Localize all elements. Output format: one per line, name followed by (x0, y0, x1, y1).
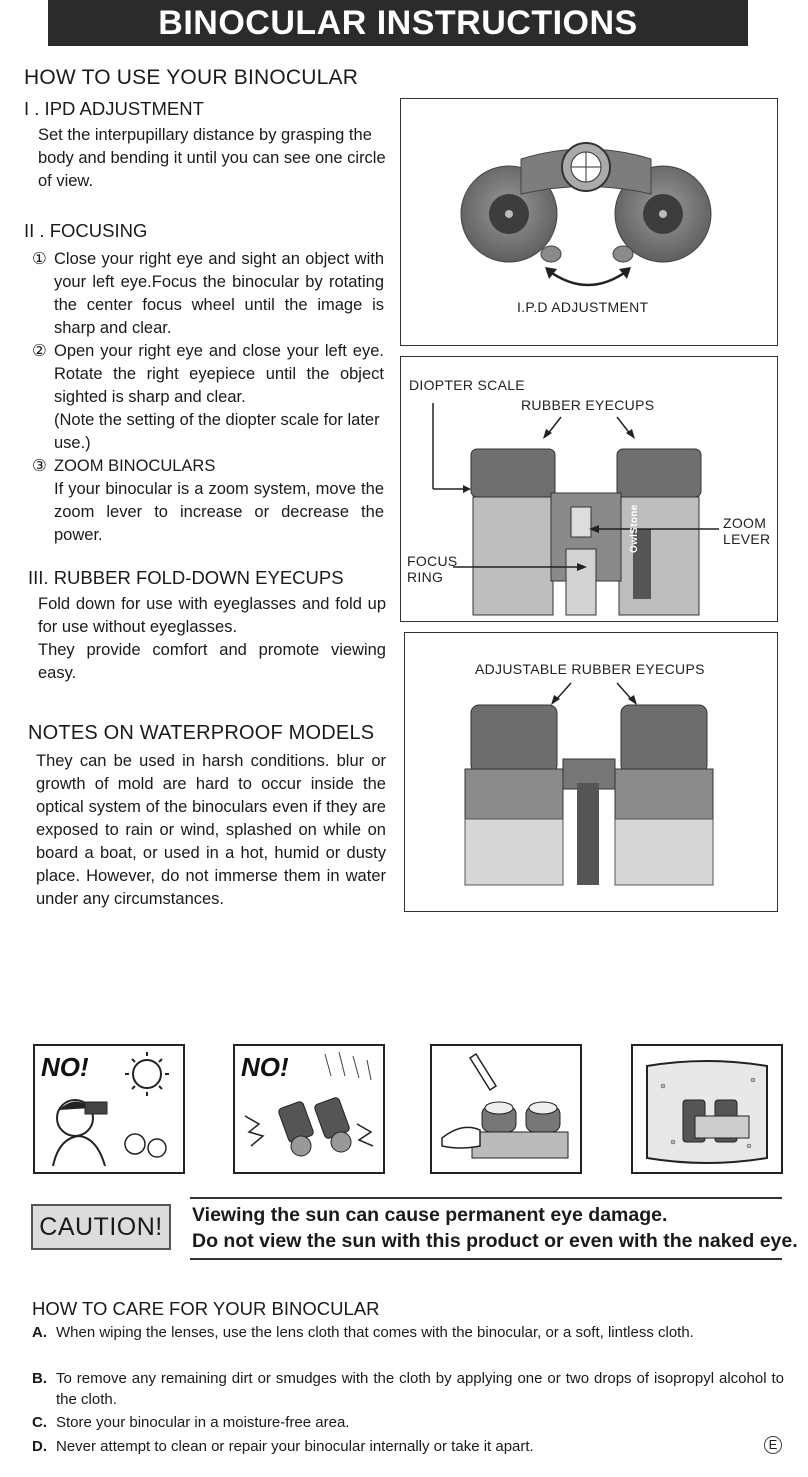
caution-line-1: Viewing the sun can cause permanent eye damage. (192, 1204, 668, 1226)
use-heading: HOW TO USE YOUR BINOCULAR (24, 66, 359, 89)
step-note: (Note the setting of the diopter scale for later use.) (54, 411, 380, 452)
title-banner (48, 0, 748, 46)
care-item-letter: D. (32, 1438, 47, 1455)
person-looking-at-sun-icon (35, 1046, 183, 1172)
caution-line-2: Do not view the sun with this product or even with the naked eye. (192, 1230, 798, 1252)
ipd-heading: I . IPD ADJUSTMENT (24, 98, 204, 119)
step-note: If your binocular is a zoom system, move the zoom lever to increase or decrease the power. (54, 480, 384, 544)
focusing-heading: II . FOCUSING (24, 220, 148, 241)
eyecups-text-1: Fold down for use with eyeglasses and fold up for use without eyeglasses. (38, 595, 386, 636)
caution-bottom-rule (190, 1258, 782, 1260)
dropped-binocular-icon (235, 1046, 383, 1172)
waterproof-text: They can be used in harsh conditions. blur or growth of mold are hard to occur inside the optical system of the binoculars even if they are exposed to rain or wind, splashed on while on board a boat, or used in a hot, humid or dusty place. However, do not immerse them in water under any circumstances. (36, 752, 386, 908)
care-item-text: When wiping the lenses, use the lens cloth that comes with the binocular, or a soft, lintless cloth. (56, 1324, 694, 1341)
rubber-eyecups-label: RUBBER EYECUPS (521, 397, 655, 413)
eyecups-figure (404, 632, 778, 912)
adjustable-eyecups-label: ADJUSTABLE RUBBER EYECUPS (475, 661, 705, 677)
step-text: Close your right eye and sight an object with your left eye.Focus the binocular by rotating the center focus wheel until the image is sharp and clear. (54, 250, 384, 337)
brand-logo: OwlStone (629, 504, 640, 553)
care-item-d (32, 1436, 752, 1457)
zoom-lever-label-1: ZOOM (723, 515, 767, 531)
care-item-letter: B. (32, 1370, 47, 1387)
warning-sun-illustration (33, 1044, 185, 1174)
diopter-scale-label: DIOPTER SCALE (409, 377, 525, 393)
step-number: ③ (32, 457, 47, 475)
focus-ring-label-1: FOCUS (407, 553, 458, 569)
step-number: ② (32, 342, 47, 360)
step-text: ZOOM BINOCULARS (54, 457, 216, 475)
focus-figure (400, 356, 778, 622)
eyecups-heading: III. RUBBER FOLD-DOWN EYECUPS (28, 567, 344, 588)
storage-illustration (631, 1044, 783, 1174)
care-item-text: Store your binocular in a moisture-free area. (56, 1414, 350, 1431)
focus-step-2 (32, 340, 384, 455)
care-item-text: To remove any remaining dirt or smudges with the cloth by applying one or two drops of isopropyl alcohol to the cloth. (56, 1370, 784, 1408)
focus-ring-label-2: RING (407, 569, 444, 585)
care-item-a (32, 1322, 784, 1343)
ipd-label: I.P.D ADJUSTMENT (517, 299, 649, 315)
focusing-steps (32, 248, 384, 547)
caution-badge: CAUTION! (31, 1204, 171, 1250)
e-mark-icon: E (764, 1436, 782, 1454)
care-item-text: Never attempt to clean or repair your binocular internally or take it apart. (56, 1438, 534, 1455)
cleaning-lens-icon (432, 1046, 580, 1172)
step-text: Open your right eye and close your left eye. Rotate the right eyepiece until the object sighted is sharp and clear. (54, 342, 384, 406)
page-title: BINOCULAR INSTRUCTIONS (158, 4, 638, 42)
care-item-c (32, 1412, 784, 1433)
stored-binocular-icon (633, 1046, 781, 1172)
care-item-letter: A. (32, 1324, 47, 1341)
cleaning-illustration (430, 1044, 582, 1174)
caution-top-rule (190, 1197, 782, 1199)
care-item-letter: C. (32, 1414, 47, 1431)
ipd-text: Set the interpupillary distance by grasping the body and bending it until you can see one circle of view. (38, 126, 386, 190)
warning-drop-illustration (233, 1044, 385, 1174)
zoom-lever-label-2: LEVER (723, 531, 771, 547)
ipd-figure (400, 98, 778, 346)
care-heading: HOW TO CARE FOR YOUR BINOCULAR (32, 1298, 380, 1319)
eyecups-text (38, 593, 386, 685)
no-label: NO! (241, 1052, 289, 1082)
care-item-b (32, 1368, 784, 1410)
waterproof-heading: NOTES ON WATERPROOF MODELS (28, 722, 375, 744)
focus-step-1 (32, 248, 384, 340)
no-label: NO! (41, 1052, 89, 1082)
focus-step-3 (32, 455, 384, 547)
step-number: ① (32, 250, 47, 268)
eyecups-text-2: They provide comfort and promote viewing easy. (38, 641, 386, 682)
